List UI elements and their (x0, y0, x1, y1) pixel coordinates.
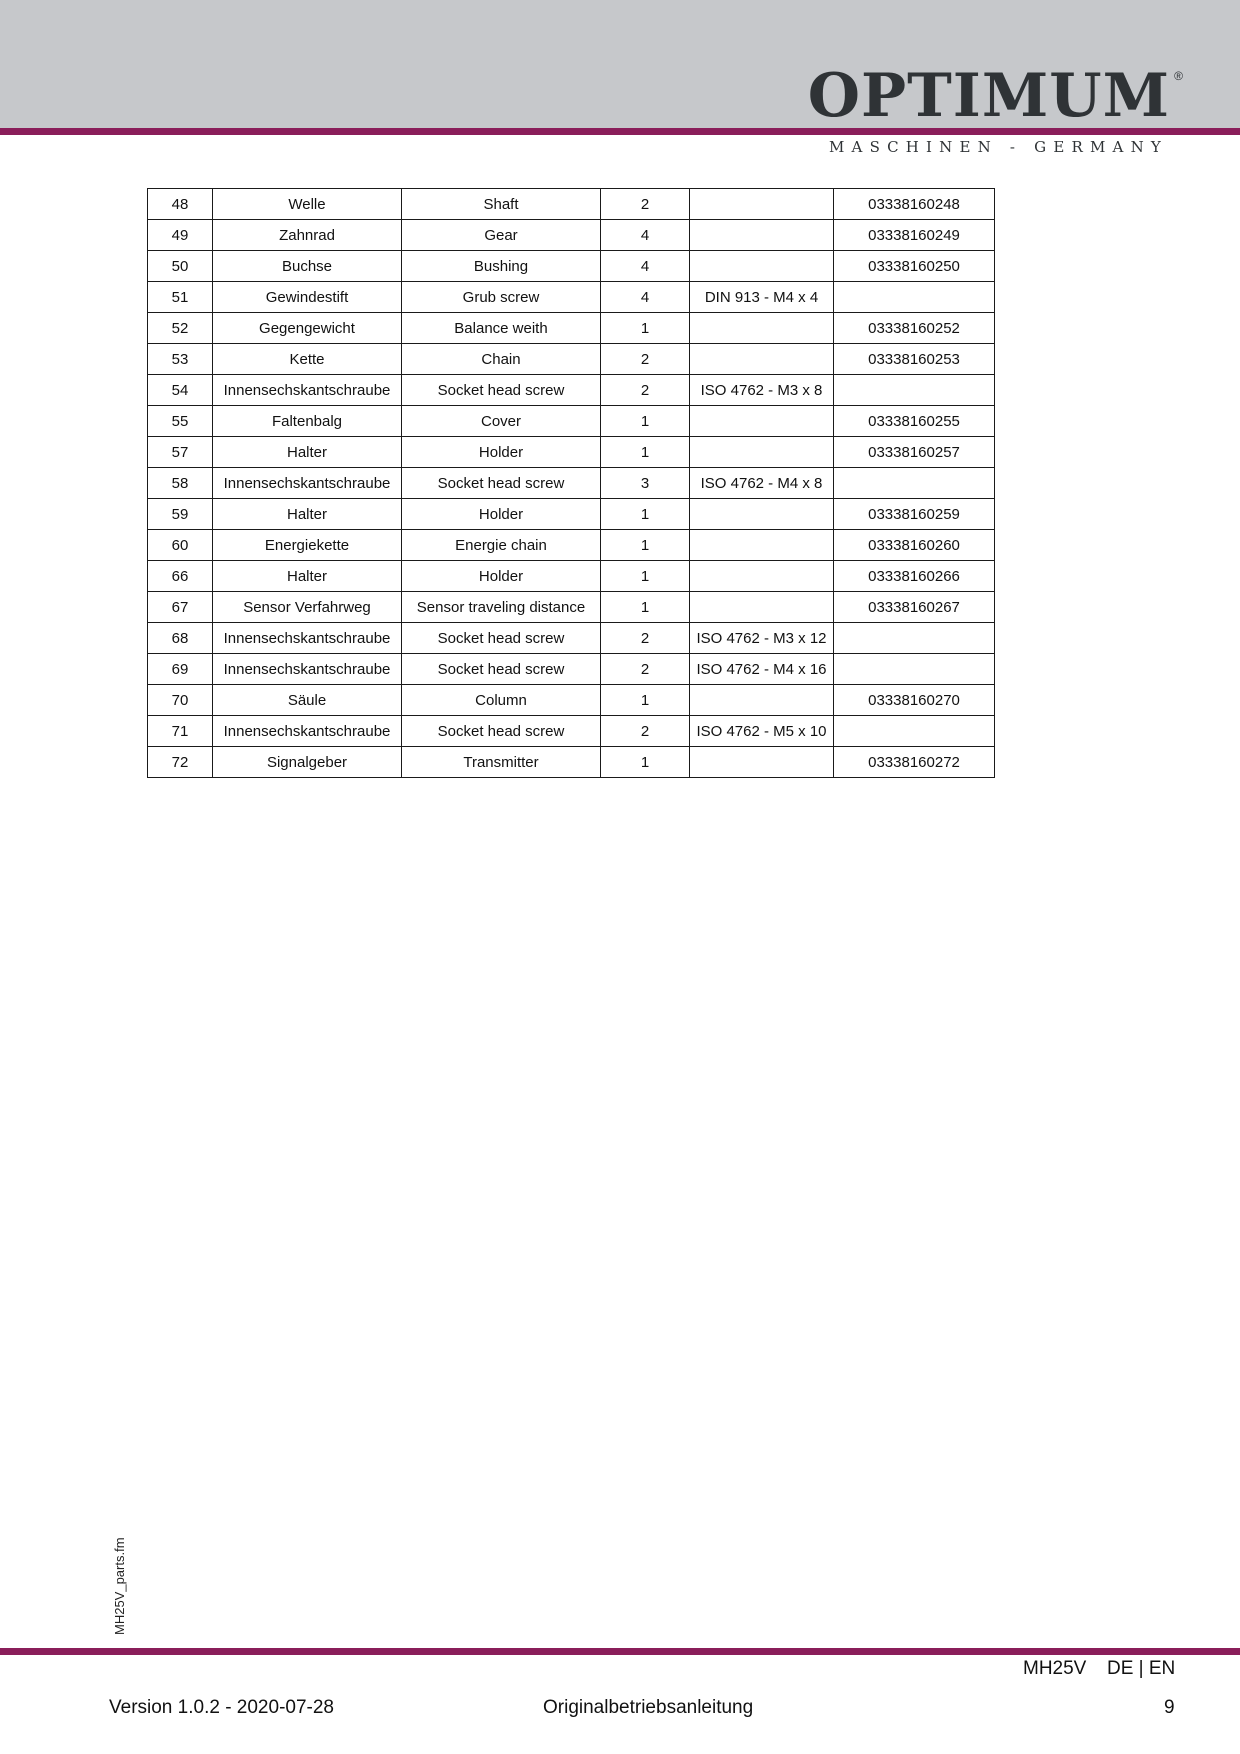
part-position: 72 (148, 747, 213, 778)
part-name-de: Innensechskantschraube (213, 375, 402, 406)
part-quantity: 3 (601, 468, 690, 499)
part-number: 03338160250 (834, 251, 995, 282)
part-size (690, 189, 834, 220)
part-size (690, 344, 834, 375)
parts-table-body (148, 189, 995, 778)
footer-doc-type: Originalbetriebsanleitung (543, 1697, 754, 1718)
part-name-en: Energie chain (402, 530, 601, 561)
part-position: 60 (148, 530, 213, 561)
part-quantity: 2 (601, 654, 690, 685)
part-name-en: Bushing (402, 251, 601, 282)
part-name-de: Sensor Verfahrweg (213, 592, 402, 623)
part-name-de: Gewindestift (213, 282, 402, 313)
part-quantity: 1 (601, 747, 690, 778)
part-number: 03338160266 (834, 561, 995, 592)
part-number: 03338160255 (834, 406, 995, 437)
part-name-en: Socket head screw (402, 375, 601, 406)
part-size: ISO 4762 - M3 x 8 (690, 375, 834, 406)
logo-wordmark (807, 61, 1184, 131)
part-number: 03338160252 (834, 313, 995, 344)
part-quantity: 2 (601, 189, 690, 220)
part-name-de: Innensechskantschraube (213, 654, 402, 685)
part-number (834, 716, 995, 747)
part-size (690, 499, 834, 530)
part-name-en: Sensor traveling distance (402, 592, 601, 623)
registered-mark: ® (1174, 69, 1184, 83)
side-filename: MH25V_parts.fm (112, 1537, 127, 1635)
part-number: 03338160248 (834, 189, 995, 220)
part-position: 50 (148, 251, 213, 282)
part-quantity: 1 (601, 313, 690, 344)
part-size (690, 220, 834, 251)
part-quantity: 1 (601, 437, 690, 468)
part-position: 57 (148, 437, 213, 468)
part-size (690, 530, 834, 561)
part-name-de: Halter (213, 561, 402, 592)
table-row (148, 623, 995, 654)
part-name-en: Grub screw (402, 282, 601, 313)
table-row (148, 499, 995, 530)
part-quantity: 4 (601, 251, 690, 282)
part-name-de: Halter (213, 437, 402, 468)
part-name-de: Innensechskantschraube (213, 623, 402, 654)
part-name-en: Balance weith (402, 313, 601, 344)
part-position: 67 (148, 592, 213, 623)
part-position: 58 (148, 468, 213, 499)
part-size: ISO 4762 - M4 x 16 (690, 654, 834, 685)
part-name-de: Energiekette (213, 530, 402, 561)
part-name-en: Socket head screw (402, 623, 601, 654)
footer-version: Version 1.0.2 - 2020-07-28 (109, 1697, 334, 1718)
part-name-de: Welle (213, 189, 402, 220)
part-size: ISO 4762 - M5 x 10 (690, 716, 834, 747)
table-row (148, 375, 995, 406)
part-number (834, 623, 995, 654)
part-position: 53 (148, 344, 213, 375)
part-size (690, 313, 834, 344)
part-position: 48 (148, 189, 213, 220)
part-size (690, 747, 834, 778)
part-name-en: Holder (402, 561, 601, 592)
part-number: 03338160267 (834, 592, 995, 623)
part-name-en: Socket head screw (402, 716, 601, 747)
part-name-de: Faltenbalg (213, 406, 402, 437)
table-row (148, 220, 995, 251)
part-quantity: 4 (601, 220, 690, 251)
part-number: 03338160272 (834, 747, 995, 778)
part-name-en: Holder (402, 437, 601, 468)
table-row (148, 251, 995, 282)
table-row (148, 530, 995, 561)
part-number (834, 654, 995, 685)
part-position: 68 (148, 623, 213, 654)
footer-page-number: 9 (1164, 1697, 1175, 1718)
part-position: 51 (148, 282, 213, 313)
part-position: 66 (148, 561, 213, 592)
logo-text: OPTIMUM (807, 61, 1170, 131)
part-name-de: Halter (213, 499, 402, 530)
part-number (834, 282, 995, 313)
footer-rule (0, 1648, 1240, 1655)
part-quantity: 2 (601, 716, 690, 747)
part-name-de: Säule (213, 685, 402, 716)
part-name-en: Chain (402, 344, 601, 375)
footer-languages: DE | EN (1107, 1658, 1176, 1679)
part-size: DIN 913 - M4 x 4 (690, 282, 834, 313)
table-row (148, 561, 995, 592)
part-name-en: Shaft (402, 189, 601, 220)
table-row (148, 592, 995, 623)
part-size (690, 251, 834, 282)
part-name-de: Innensechskantschraube (213, 468, 402, 499)
part-position: 52 (148, 313, 213, 344)
part-name-en: Socket head screw (402, 654, 601, 685)
part-quantity: 1 (601, 561, 690, 592)
part-position: 69 (148, 654, 213, 685)
part-quantity: 2 (601, 375, 690, 406)
table-row (148, 468, 995, 499)
part-size (690, 592, 834, 623)
part-number (834, 375, 995, 406)
logo-tagline: MASCHINEN - GERMANY (829, 138, 1168, 156)
part-quantity: 1 (601, 592, 690, 623)
part-position: 70 (148, 685, 213, 716)
table-row (148, 406, 995, 437)
part-size (690, 685, 834, 716)
part-quantity: 2 (601, 623, 690, 654)
parts-table (147, 188, 995, 778)
part-number: 03338160259 (834, 499, 995, 530)
table-row (148, 716, 995, 747)
table-row (148, 747, 995, 778)
part-size (690, 437, 834, 468)
part-name-en: Socket head screw (402, 468, 601, 499)
part-position: 49 (148, 220, 213, 251)
part-position: 55 (148, 406, 213, 437)
table-row (148, 344, 995, 375)
part-name-de: Innensechskantschraube (213, 716, 402, 747)
part-name-de: Kette (213, 344, 402, 375)
optimum-logo (807, 61, 1184, 131)
table-row (148, 685, 995, 716)
part-number: 03338160260 (834, 530, 995, 561)
part-name-de: Buchse (213, 251, 402, 282)
table-row (148, 437, 995, 468)
part-name-de: Signalgeber (213, 747, 402, 778)
part-position: 71 (148, 716, 213, 747)
part-name-en: Transmitter (402, 747, 601, 778)
table-row (148, 282, 995, 313)
part-number: 03338160253 (834, 344, 995, 375)
part-number: 03338160257 (834, 437, 995, 468)
part-name-de: Zahnrad (213, 220, 402, 251)
footer-model: MH25V (1023, 1658, 1087, 1679)
part-name-en: Column (402, 685, 601, 716)
part-size: ISO 4762 - M4 x 8 (690, 468, 834, 499)
part-position: 59 (148, 499, 213, 530)
part-size: ISO 4762 - M3 x 12 (690, 623, 834, 654)
part-quantity: 1 (601, 685, 690, 716)
table-row (148, 313, 995, 344)
part-quantity: 4 (601, 282, 690, 313)
part-name-de: Gegengewicht (213, 313, 402, 344)
part-number (834, 468, 995, 499)
part-quantity: 1 (601, 406, 690, 437)
part-quantity: 1 (601, 530, 690, 561)
part-position: 54 (148, 375, 213, 406)
part-size (690, 406, 834, 437)
table-row (148, 654, 995, 685)
part-name-en: Cover (402, 406, 601, 437)
part-size (690, 561, 834, 592)
part-quantity: 2 (601, 344, 690, 375)
table-row (148, 189, 995, 220)
part-name-en: Holder (402, 499, 601, 530)
part-number: 03338160249 (834, 220, 995, 251)
part-number: 03338160270 (834, 685, 995, 716)
part-name-en: Gear (402, 220, 601, 251)
part-quantity: 1 (601, 499, 690, 530)
